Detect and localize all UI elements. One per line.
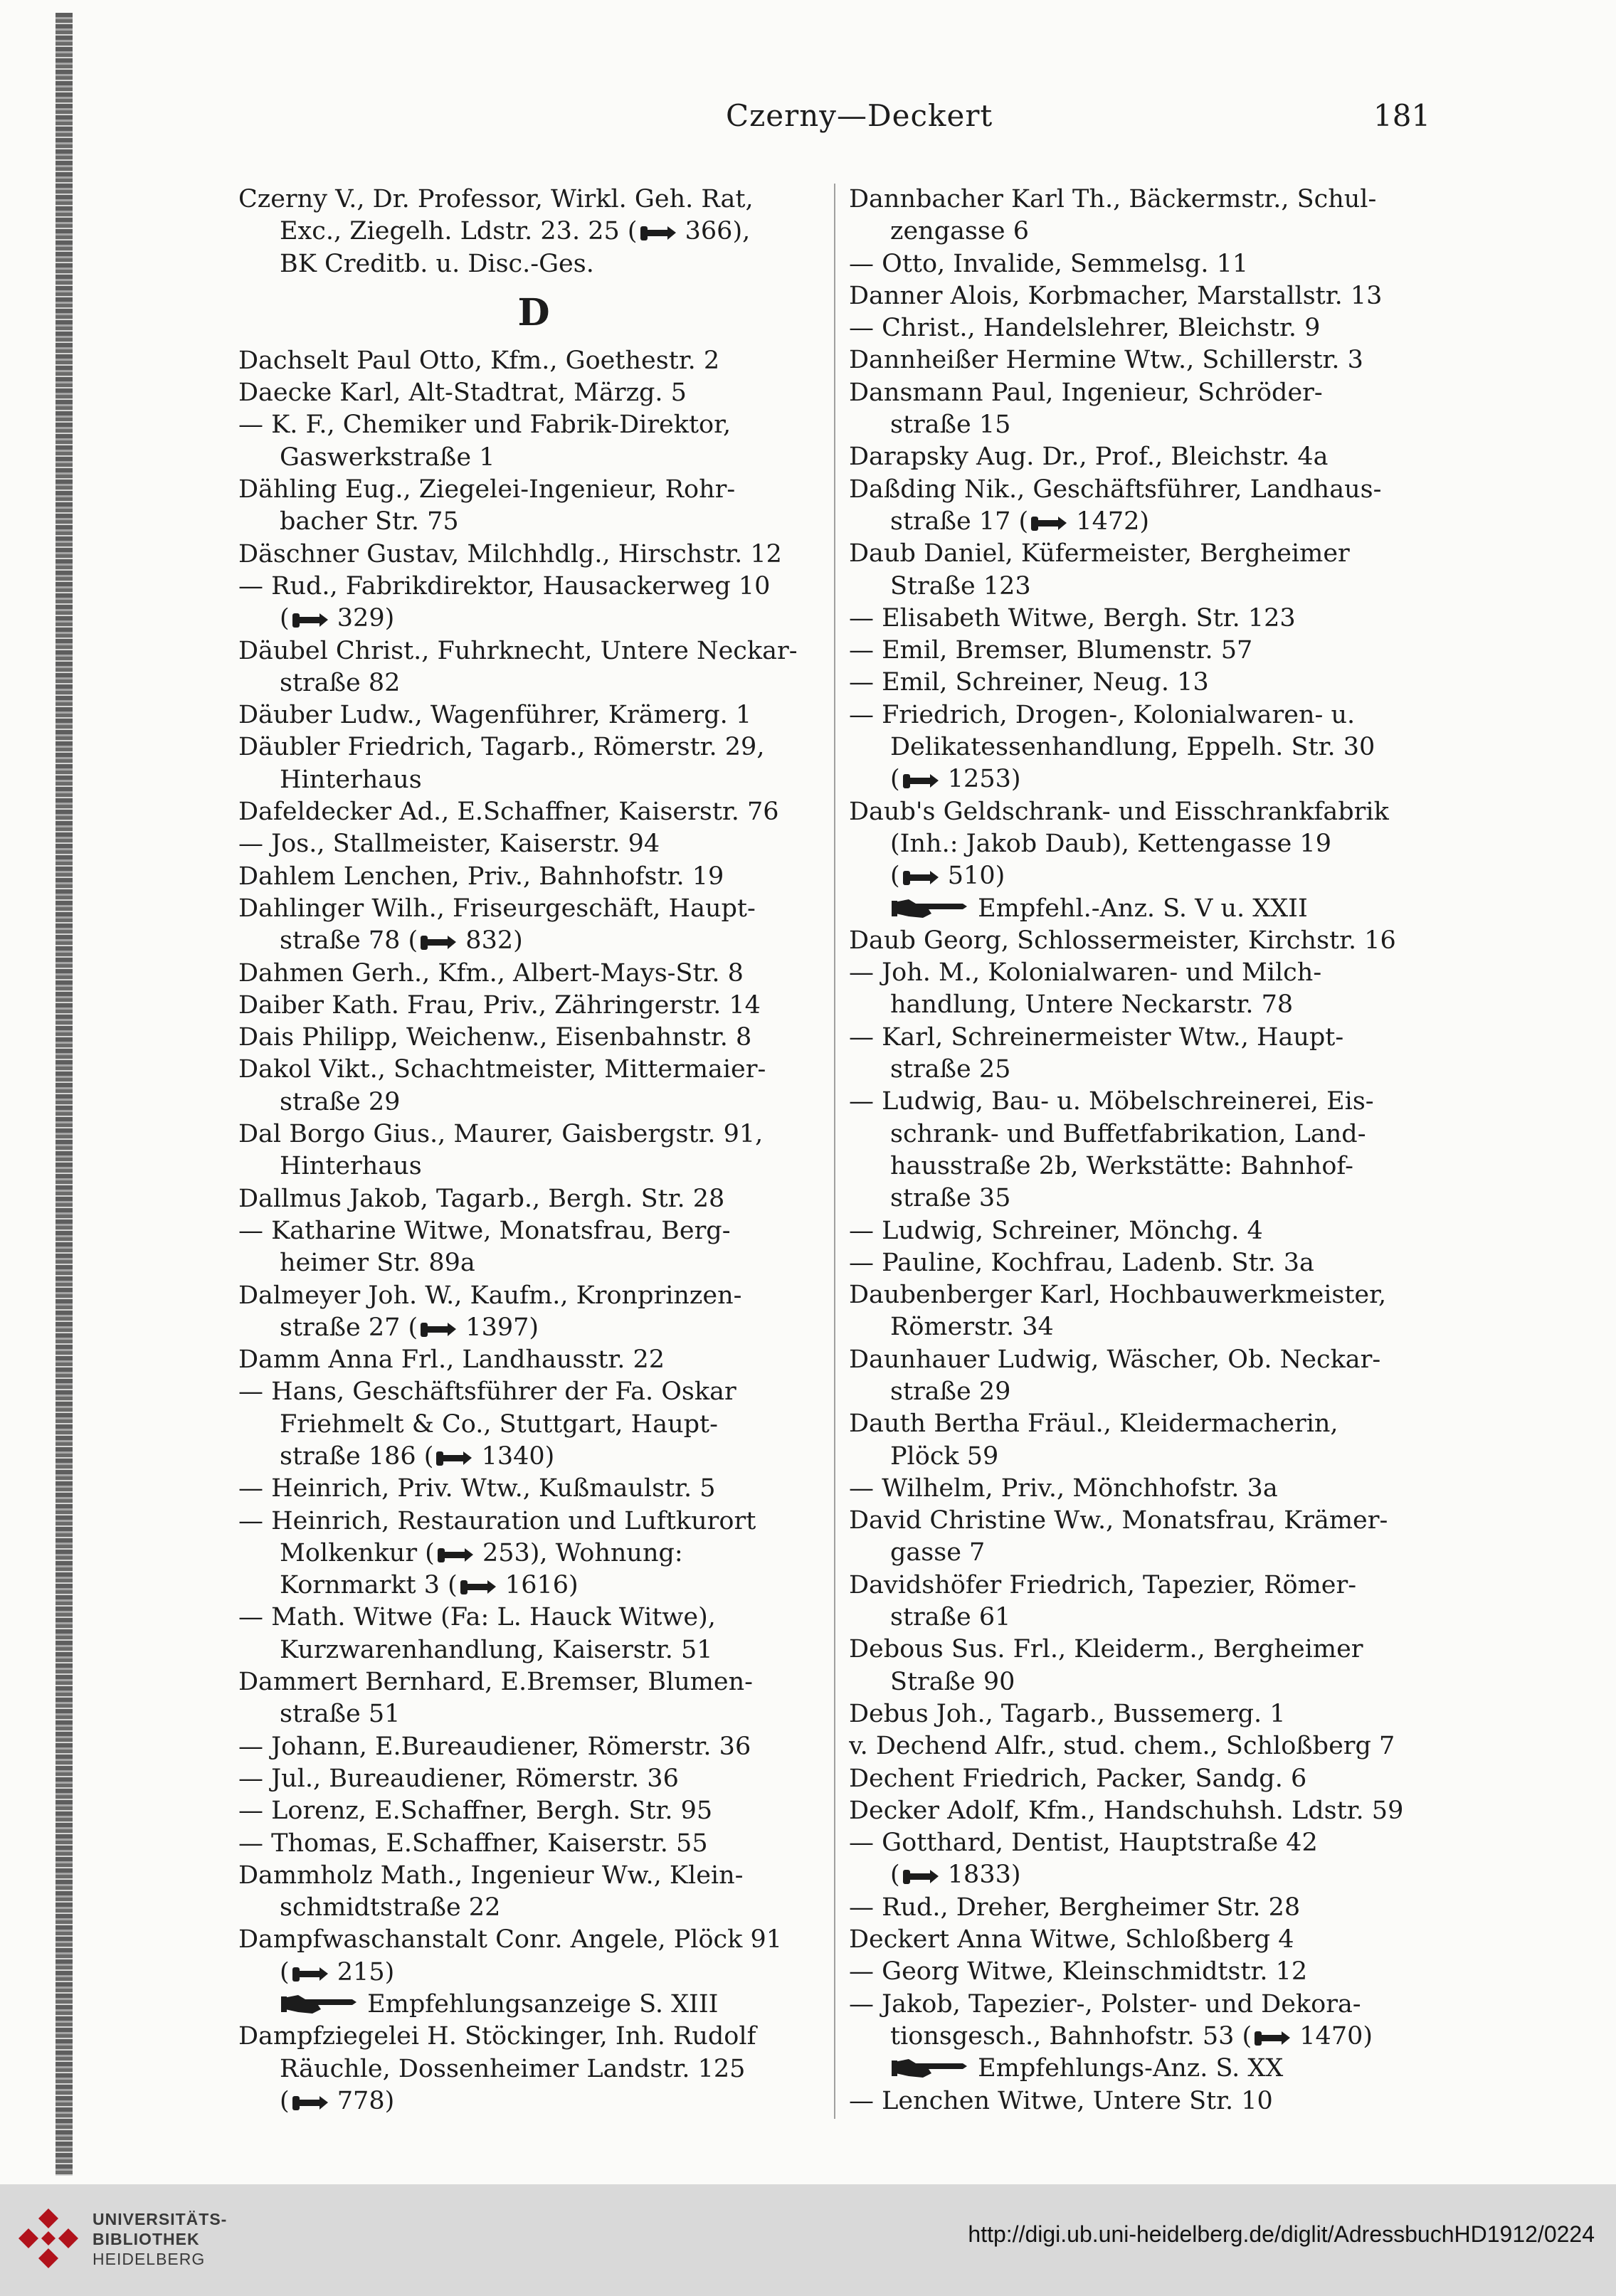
directory-entry-line [849, 1859, 1440, 1891]
directory-entry-line [849, 699, 1440, 731]
logo-text-line-3: HEIDELBERG [93, 2250, 206, 2268]
entry-text: straße 82 [280, 668, 401, 697]
entry-text: Dannbacher Karl Th., Bäckermstr., Schul- [849, 185, 1377, 213]
telephone-icon [458, 1576, 497, 1597]
directory-entry-line [849, 925, 1440, 957]
entry-text: Daubenberger Karl, Hochbauwerkmeister, [849, 1281, 1387, 1310]
entry-text: straße 61 [890, 1603, 1011, 1632]
entry-text: Dafeldecker Ad., E.Schaffner, Kaiserstr. 76 [238, 798, 779, 827]
directory-entry-line [238, 1763, 829, 1795]
directory-entry-line [849, 1408, 1440, 1440]
directory-entry-line [849, 667, 1440, 699]
directory-entry-line [238, 1666, 829, 1698]
entry-text: straße 51 [280, 1700, 401, 1729]
entry-text: straße 29 [890, 1377, 1011, 1406]
entry-text: Hinterhaus [280, 1152, 422, 1181]
entry-text: Daub Georg, Schlossermeister, Kirchstr. 16 [849, 926, 1396, 955]
entry-text: Dammert Bernhard, E.Bremser, Blumen- [238, 1668, 754, 1697]
entry-text: — Jakob, Tapezier-, Polster- und Dekora- [849, 1989, 1361, 2019]
directory-entry-line [238, 539, 829, 571]
telephone-icon [290, 1963, 329, 1984]
directory-entry-line [849, 1763, 1440, 1795]
telephone-icon [290, 2092, 329, 2113]
directory-entry-line [238, 1860, 829, 1892]
directory-entry-line [849, 248, 1440, 280]
logo-text-line-1: UNIVERSITÄTS- [93, 2210, 228, 2228]
directory-entry-line [849, 1570, 1440, 1602]
entry-text: Dampfziegelei H. Stöckinger, Inh. Rudolf [238, 2022, 756, 2051]
directory-entry-line [238, 2085, 829, 2117]
entry-text: — Elisabeth Witwe, Bergh. Str. 123 [849, 603, 1296, 633]
entry-text: — Emil, Schreiner, Neug. 13 [849, 668, 1209, 697]
directory-entry-line [238, 506, 829, 538]
entry-text: Däuber Ludw., Wagenführer, Krämerg. 1 [238, 701, 752, 730]
directory-entry-line [849, 1666, 1440, 1698]
directory-entry-line [238, 1473, 829, 1505]
directory-entry-line [238, 2021, 829, 2053]
directory-entry-line [238, 1312, 829, 1344]
entry-text: — Wilhelm, Priv., Mönchhofstr. 3a [849, 1474, 1278, 1503]
entry-text: Empfehl.-Anz. S. V u. XXII [970, 894, 1308, 923]
entry-text: — Lenchen Witwe, Untere Str. 10 [849, 2086, 1273, 2115]
directory-entry-line [238, 377, 829, 409]
entry-text: Dannheißer Hermine Wtw., Schillerstr. 3 [849, 346, 1363, 375]
entry-text-after-phone: 253), Wohnung: [474, 1538, 683, 1567]
entry-text: Dakol Vikt., Schachtmeister, Mittermaier- [238, 1055, 766, 1084]
left-column [238, 184, 829, 2117]
entry-text: Debous Sus. Frl., Kleiderm., Bergheimer [849, 1635, 1363, 1664]
directory-entry-line [849, 635, 1440, 667]
entry-text: Daunhauer Ludwig, Wäscher, Ob. Neckar- [849, 1345, 1381, 1374]
directory-entry-line [238, 958, 829, 990]
directory-entry-line [849, 538, 1440, 570]
entry-text: straße 25 [890, 1055, 1011, 1084]
entry-text: — Rud., Dreher, Bergheimer Str. 28 [849, 1893, 1301, 1922]
directory-entry-line [849, 763, 1440, 795]
entry-text: — Georg Witwe, Kleinschmidtstr. 12 [849, 1957, 1308, 1986]
entry-text: zengasse 6 [890, 217, 1029, 246]
directory-entry-line [238, 1924, 829, 1956]
pointing-hand-icon [892, 895, 970, 921]
directory-entry-line [849, 1441, 1440, 1473]
entry-text: schrank- und Buffetfabrikation, Land- [890, 1119, 1366, 1148]
entry-text: Dammholz Math., Ingenieur Ww., Klein- [238, 1861, 744, 1890]
entry-text: Empfehlungsanzeige S. XIII [359, 1990, 719, 2019]
telephone-icon [433, 1447, 473, 1469]
entry-text: Dechent Friedrich, Packer, Sandg. 6 [849, 1764, 1307, 1793]
entry-text-after-phone: 1616) [497, 1571, 579, 1600]
directory-entry-line [238, 442, 829, 474]
entry-text: BK Creditb. u. Disc.-Ges. [280, 249, 594, 278]
entry-text-after-phone: 778) [329, 2086, 395, 2115]
entry-text: Kurzwarenhandlung, Kaiserstr. 51 [280, 1635, 713, 1664]
entry-text: v. Dechend Alfr., stud. chem., Schloßberg 7 [849, 1732, 1395, 1761]
entry-text: — Heinrich, Priv. Wtw., Kußmaulstr. 5 [238, 1474, 716, 1503]
entry-text: David Christine Ww., Monatsfrau, Krämer- [849, 1506, 1388, 1535]
entry-text: ( [890, 862, 900, 891]
entry-text: Darapsky Aug. Dr., Prof., Bleichstr. 4a [849, 443, 1329, 472]
entry-text: handlung, Untere Neckarstr. 78 [890, 990, 1294, 1020]
directory-entry-line [849, 1311, 1440, 1343]
directory-entry-line [238, 635, 829, 667]
directory-entry-line [849, 1537, 1440, 1569]
directory-entry-line [238, 1731, 829, 1763]
entry-text: hausstraße 2b, Werkstätte: Bahnhof- [890, 1151, 1353, 1180]
directory-entry-line [238, 216, 829, 248]
entry-text: Davidshöfer Friedrich, Tapezier, Römer- [849, 1570, 1357, 1599]
directory-entry-line [849, 1183, 1440, 1215]
directory-entry-line [849, 828, 1440, 860]
directory-entry-line [238, 1022, 829, 1054]
entry-text: Dallmus Jakob, Tagarb., Bergh. Str. 28 [238, 1184, 725, 1213]
entry-text: ( [890, 1861, 900, 1890]
telephone-icon [900, 1866, 940, 1887]
footer-bar [0, 2184, 1616, 2296]
entry-text-after-phone: 510) [939, 862, 1005, 891]
directory-entry-line [849, 1376, 1440, 1408]
entry-text: — Gotthard, Dentist, Hauptstraße 42 [849, 1829, 1318, 1858]
entry-text: Exc., Ziegelh. Ldstr. 23. 25 ( [280, 217, 638, 246]
telephone-icon [1252, 2027, 1292, 2048]
column-divider [834, 184, 835, 2119]
entry-text: Römerstr. 34 [890, 1313, 1054, 1342]
directory-entry-line [238, 1280, 829, 1312]
entry-text: — Math. Witwe (Fa: L. Hauck Witwe), [238, 1603, 716, 1632]
entry-text: Daecke Karl, Alt-Stadtrat, Märzg. 5 [238, 379, 687, 408]
running-head: Czerny—Deckert [726, 98, 993, 133]
entry-text-after-phone: 1472) [1068, 507, 1150, 536]
directory-entry-line [849, 2021, 1440, 2053]
directory-entry-line [238, 796, 829, 828]
directory-entry-line [238, 1086, 829, 1118]
entry-text: gasse 7 [890, 1538, 986, 1567]
entry-text: — Emil, Bremser, Blumenstr. 57 [849, 636, 1253, 665]
directory-entry-line [849, 1827, 1440, 1859]
entry-text: Daub's Geldschrank- und Eisschrankfabrik [849, 797, 1389, 826]
directory-entry-line [849, 280, 1440, 312]
pointing-hand-icon [281, 1991, 359, 2016]
entry-text: — Jos., Stallmeister, Kaiserstr. 94 [238, 830, 660, 859]
directory-entry-line [238, 409, 829, 441]
directory-entry-line [849, 1247, 1440, 1279]
entry-text-after-phone: 1253) [939, 765, 1021, 794]
directory-entry-line [238, 861, 829, 893]
entry-text: Däubel Christ., Fuhrknecht, Untere Neckar- [238, 636, 798, 665]
entry-text: ( [890, 765, 900, 794]
entry-text: — Christ., Handelslehrer, Bleichstr. 9 [849, 314, 1321, 343]
directory-entry-line [849, 989, 1440, 1021]
entry-text: Dähling Eug., Ziegelei-Ingenieur, Rohr- [238, 475, 736, 504]
directory-entry-line [849, 1795, 1440, 1827]
directory-entry-line [238, 1892, 829, 1924]
directory-entry-line [238, 1054, 829, 1086]
telephone-icon [418, 1318, 458, 1340]
entry-text: Straße 123 [890, 571, 1031, 601]
directory-entry-line [849, 1344, 1440, 1376]
entry-text: Hinterhaus [280, 765, 422, 794]
directory-entry-line [849, 1054, 1440, 1086]
pointing-hand-icon [892, 2055, 970, 2080]
telephone-icon [638, 222, 677, 243]
directory-entry-line [238, 184, 829, 216]
directory-entry-line [238, 1634, 829, 1666]
directory-entry-line [849, 1473, 1440, 1505]
entry-text: ( [280, 604, 290, 633]
directory-entry-line [238, 1828, 829, 1860]
directory-entry-line [849, 1924, 1440, 1956]
directory-entry-line [849, 796, 1440, 828]
directory-entry-line [849, 1989, 1440, 2021]
directory-entry-line [238, 699, 829, 731]
entry-text: Gaswerkstraße 1 [280, 443, 495, 472]
entry-text: Daiber Kath. Frau, Priv., Zähringerstr. 14 [238, 990, 761, 1020]
directory-entry-line [238, 603, 829, 635]
entry-text: Räuchle, Dossenheimer Landstr. 125 [280, 2054, 746, 2083]
directory-entry-line [849, 1022, 1440, 1054]
right-column [849, 184, 1440, 2117]
directory-entry-line [238, 1538, 829, 1570]
entry-text: Daub Daniel, Küfermeister, Bergheimer [849, 539, 1350, 568]
entry-text: Decker Adolf, Kfm., Handschuhsh. Ldstr. 59 [849, 1796, 1404, 1825]
directory-entry-line [849, 571, 1440, 603]
directory-entry-line [849, 377, 1440, 409]
entry-text: — Karl, Schreinermeister Wtw., Haupt- [849, 1022, 1344, 1052]
entry-text: straße 17 ( [890, 507, 1029, 536]
entry-text: Dauth Bertha Fräul., Kleidermacherin, [849, 1409, 1338, 1439]
entry-text: Dal Borgo Gius., Maurer, Gaisbergstr. 91, [238, 1120, 764, 1149]
directory-entry-line [849, 1892, 1440, 1924]
entry-text: Danner Alois, Korbmacher, Marstallstr. 13 [849, 281, 1383, 310]
entry-text-after-phone: 366), [677, 217, 751, 246]
entry-text: — Friedrich, Drogen-, Kolonialwaren- u. [849, 700, 1356, 729]
directory-entry-line [238, 1795, 829, 1827]
directory-entry-line [238, 1344, 829, 1376]
entry-text: ( [280, 1957, 290, 1986]
directory-entry-line [238, 248, 829, 280]
directory-entry-line [238, 1698, 829, 1730]
directory-entry-line [238, 2053, 829, 2085]
directory-entry-line [238, 1215, 829, 1247]
entry-text: Kornmarkt 3 ( [280, 1571, 458, 1600]
directory-entry-line [238, 828, 829, 860]
entry-text: Empfehlungs-Anz. S. XX [970, 2054, 1284, 2083]
entry-text: straße 35 [890, 1184, 1011, 1213]
directory-entry-line [849, 344, 1440, 376]
directory-entry-line [849, 1215, 1440, 1247]
entry-text: Damm Anna Frl., Landhausstr. 22 [238, 1345, 665, 1375]
directory-entry-line [238, 1247, 829, 1279]
directory-entry-line [238, 1150, 829, 1183]
section-letter: D [517, 290, 550, 334]
directory-entry-line [849, 409, 1440, 441]
directory-entry-line [849, 1956, 1440, 1988]
telephone-icon [900, 867, 940, 888]
entry-text: Dahlem Lenchen, Priv., Bahnhofstr. 19 [238, 862, 724, 891]
entry-text: Delikatessenhandlung, Eppelh. Str. 30 [890, 733, 1375, 762]
directory-entry-line [849, 1150, 1440, 1183]
entry-text: Czerny V., Dr. Professor, Wirkl. Geh. Rat, [238, 185, 754, 213]
entry-text-after-phone: 329) [329, 604, 395, 633]
directory-entry-line [849, 1698, 1440, 1730]
entry-text: ( [280, 2086, 290, 2115]
telephone-icon [290, 609, 329, 630]
directory-entry-line [849, 506, 1440, 538]
directory-entry-line [238, 1118, 829, 1150]
entry-text: straße 15 [890, 411, 1011, 440]
page-number: 181 [1373, 98, 1431, 133]
directory-entry-line [849, 731, 1440, 763]
directory-entry-line [849, 184, 1440, 216]
directory-entry-line [238, 667, 829, 699]
entry-text: Däschner Gustav, Milchhdlg., Hirschstr. 12 [238, 539, 782, 568]
entry-text: straße 29 [280, 1087, 401, 1116]
book-spine-edge [56, 13, 73, 2176]
directory-entry-line [849, 216, 1440, 248]
directory-entry-line [238, 925, 829, 957]
entry-text: straße 186 ( [280, 1441, 434, 1471]
directory-entry-line [849, 1634, 1440, 1666]
directory-entry-line [849, 860, 1440, 892]
entry-text: — Ludwig, Bau- u. Möbelschreinerei, Eis- [849, 1087, 1374, 1116]
directory-entry-line [849, 2053, 1440, 2085]
directory-entry-line [849, 603, 1440, 635]
directory-entry-line [238, 1376, 829, 1408]
directory-entry-line [849, 1279, 1440, 1311]
entry-text: — Pauline, Kochfrau, Ladenb. Str. 3a [849, 1248, 1314, 1277]
directory-entry-line [849, 893, 1440, 925]
directory-entry-line [238, 1183, 829, 1215]
directory-entry-line [849, 957, 1440, 989]
entry-text: — Johann, E.Bureaudiener, Römerstr. 36 [238, 1732, 751, 1761]
entry-text: Plöck 59 [890, 1441, 999, 1471]
directory-entry-line [238, 1441, 829, 1473]
entry-text: Dahlinger Wilh., Friseurgeschäft, Haupt- [238, 894, 756, 923]
entry-text: — Ludwig, Schreiner, Mönchg. 4 [849, 1216, 1263, 1245]
directory-entry-line [849, 312, 1440, 344]
entry-text: Molkenkur ( [280, 1538, 435, 1567]
directory-entry-line [849, 1730, 1440, 1762]
entry-text: — K. F., Chemiker und Fabrik-Direktor, [238, 411, 732, 440]
directory-entry-line [849, 441, 1440, 473]
directory-entry-line [849, 1602, 1440, 1634]
directory-entry-line [238, 893, 829, 925]
directory-entry-line [849, 2085, 1440, 2117]
directory-entry-line [238, 1957, 829, 1989]
entry-text: — Katharine Witwe, Monatsfrau, Berg- [238, 1216, 731, 1245]
entry-text: — Jul., Bureaudiener, Römerstr. 36 [238, 1764, 679, 1793]
directory-entry-line [238, 764, 829, 796]
telephone-icon [1028, 512, 1068, 534]
entry-text: — Lorenz, E.Schaffner, Bergh. Str. 95 [238, 1797, 713, 1826]
entry-text-after-phone: 1833) [939, 1861, 1021, 1890]
directory-entry-line [238, 1570, 829, 1602]
entry-text: tionsgesch., Bahnhofstr. 53 ( [890, 2021, 1252, 2051]
entry-text: schmidtstraße 22 [280, 1893, 501, 1922]
directory-entry-line [238, 345, 829, 377]
directory-entry-line [238, 1506, 829, 1538]
entry-text: Friehmelt & Co., Stuttgart, Haupt- [280, 1409, 718, 1439]
directory-entry-line [238, 1989, 829, 2021]
directory-entry-line [238, 1602, 829, 1634]
entry-text: Dansmann Paul, Ingenieur, Schröder- [849, 378, 1323, 407]
entry-text: — Rud., Fabrikdirektor, Hausackerweg 10 [238, 571, 771, 601]
directory-entry-line [238, 571, 829, 603]
entry-text: — Otto, Invalide, Semmelsg. 11 [849, 249, 1249, 278]
directory-entry-line [849, 1086, 1440, 1118]
entry-text: straße 78 ( [280, 926, 418, 956]
entry-text: Dachselt Paul Otto, Kfm., Goethestr. 2 [238, 346, 720, 375]
entry-text: — Heinrich, Restauration und Luftkurort [238, 1506, 756, 1535]
directory-entry-line [238, 990, 829, 1022]
directory-entry-line [238, 1409, 829, 1441]
entry-text: Däubler Friedrich, Tagarb., Römerstr. 29, [238, 733, 765, 762]
logo-text-line-2: BIBLIOTHEK [93, 2230, 200, 2248]
entry-text-after-phone: 1340) [473, 1441, 555, 1471]
entry-text-after-phone: 215) [329, 1957, 395, 1986]
directory-entry-line [238, 474, 829, 506]
entry-text: Daßding Nik., Geschäftsführer, Landhaus- [849, 475, 1382, 504]
entry-text: Straße 90 [890, 1667, 1015, 1696]
entry-text: heimer Str. 89a [280, 1249, 475, 1278]
telephone-icon [900, 770, 940, 791]
entry-text: Deckert Anna Witwe, Schloßberg 4 [849, 1925, 1294, 1954]
entry-text: Dampfwaschanstalt Conr. Angele, Plöck 91 [238, 1925, 783, 1954]
directory-entry-line [849, 1505, 1440, 1537]
entry-text: (Inh.: Jakob Daub), Kettengasse 19 [890, 829, 1331, 858]
telephone-icon [435, 1544, 475, 1565]
entry-text-after-phone: 832) [458, 926, 523, 956]
entry-text: Dais Philipp, Weichenw., Eisenbahnstr. 8 [238, 1023, 752, 1052]
entry-text: — Hans, Geschäftsführer der Fa. Oskar [238, 1377, 736, 1407]
entry-text: — Joh. M., Kolonialwaren- und Milch- [849, 958, 1322, 988]
library-logo-icon [16, 2206, 81, 2271]
source-url-link[interactable]: http://digi.ub.uni-heidelberg.de/diglit/AdressbuchHD1912/0224 [968, 2221, 1595, 2247]
telephone-icon [418, 931, 458, 953]
entry-text-after-phone: 1470) [1292, 2021, 1373, 2051]
directory-entry-line [849, 474, 1440, 506]
entry-text: Debus Joh., Tagarb., Bussemerg. 1 [849, 1699, 1286, 1728]
directory-entry-line [238, 731, 829, 763]
entry-text: Dahmen Gerh., Kfm., Albert-Mays-Str. 8 [238, 958, 744, 988]
entry-text: Dalmeyer Joh. W., Kaufm., Kronprinzen- [238, 1281, 742, 1310]
entry-text-after-phone: 1397) [458, 1313, 539, 1342]
directory-entry-line [849, 1118, 1440, 1150]
entry-text: — Thomas, E.Schaffner, Kaiserstr. 55 [238, 1829, 708, 1858]
entry-text: straße 27 ( [280, 1313, 418, 1342]
entry-text: bacher Str. 75 [280, 507, 459, 536]
